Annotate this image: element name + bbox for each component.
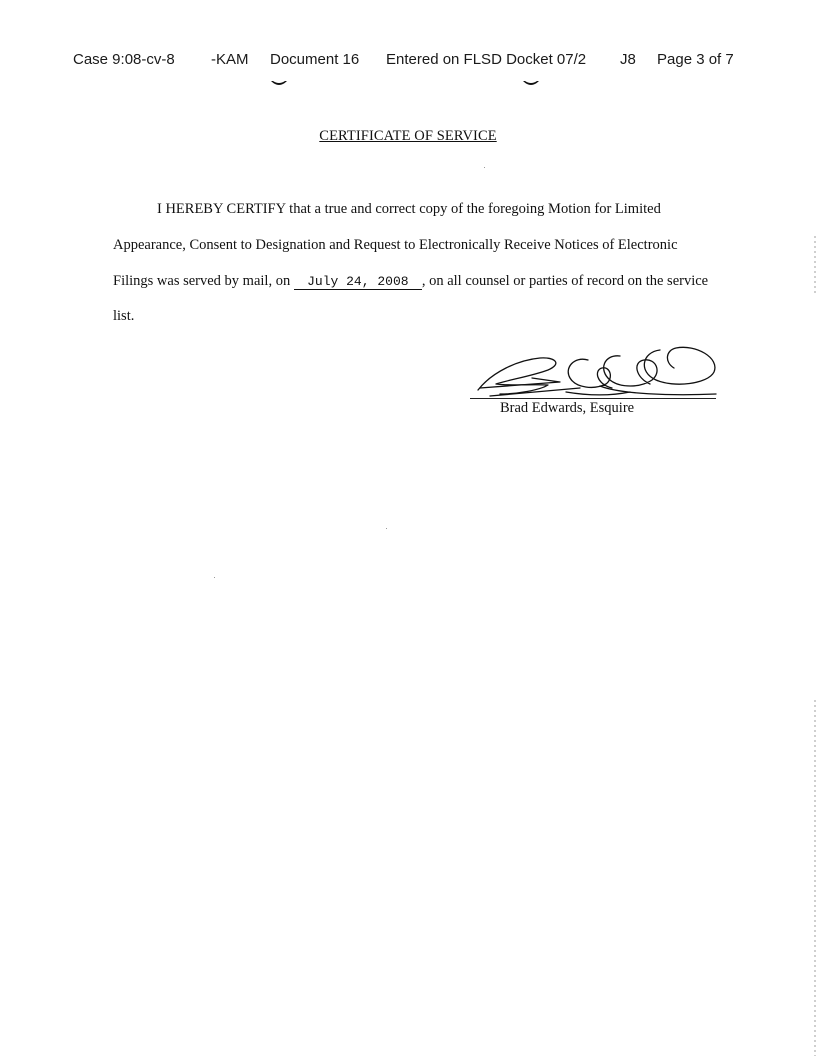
service-date-field: July 24, 2008 xyxy=(294,275,422,290)
body-line-1: I HEREBY CERTIFY that a true and correct copy of the foregoing Motion for Limited xyxy=(157,201,661,217)
body-line-3-end: , on all counsel or parties of record on the service xyxy=(421,273,709,289)
body-line-2: Appearance, Consent to Designation and Request to Electronically Receive Notices of Electronic xyxy=(113,237,678,253)
header-date-fragment: J8 xyxy=(620,51,636,68)
scan-mark-right xyxy=(522,80,540,88)
signer-name: Brad Edwards, Esquire xyxy=(500,400,635,416)
scan-speck xyxy=(386,528,387,529)
header-document-number: Document 16 xyxy=(270,51,360,68)
scan-mark-left xyxy=(270,80,288,88)
scan-speck xyxy=(484,167,485,168)
body-line-3 xyxy=(113,273,708,290)
body-line-4: list. xyxy=(113,308,135,324)
header-page-number: Page 3 of 7 xyxy=(657,51,734,68)
scan-speck xyxy=(214,577,215,578)
certificate-title: CERTIFICATE OF SERVICE xyxy=(319,128,497,144)
header-case-number: Case 9:08-cv-8 xyxy=(73,51,175,68)
signature-line xyxy=(470,398,716,399)
header-judge: -KAM xyxy=(211,51,249,68)
header-docket-entry: Entered on FLSD Docket 07/2 xyxy=(386,51,587,68)
body-line-3-start: Filings was served by mail, on xyxy=(113,273,291,289)
handwritten-signature xyxy=(470,338,720,402)
